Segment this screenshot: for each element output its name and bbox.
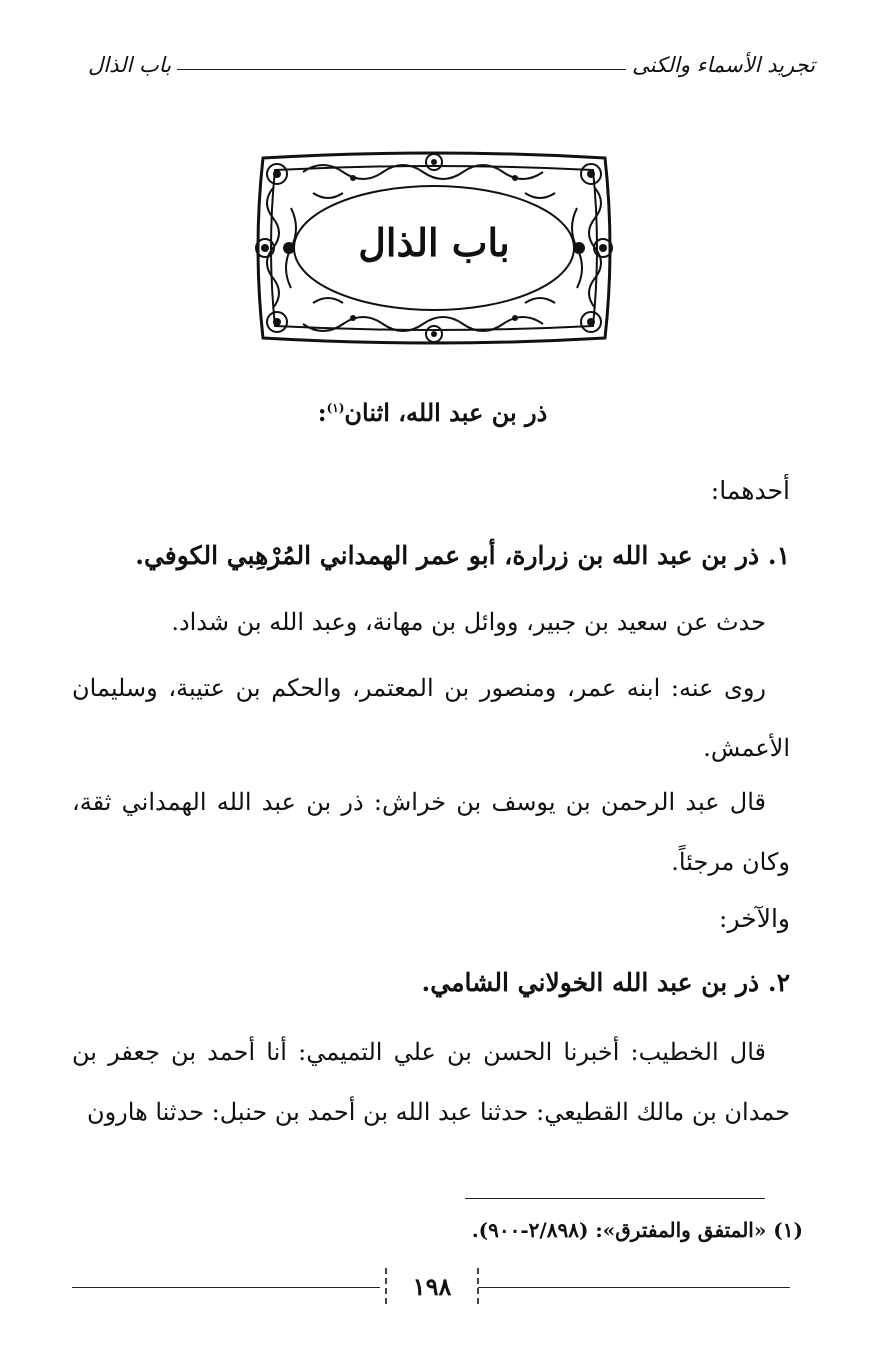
page-number: ١٩٨ — [385, 1268, 479, 1304]
second-label: والآخر: — [719, 904, 790, 933]
entry-heading-suffix: : — [317, 398, 327, 427]
chapter-heading: باب الذال — [358, 220, 510, 265]
chapter-ornament-frame — [243, 148, 625, 348]
running-header-rule — [177, 69, 626, 70]
first-narrated-by: روى عنه: ابنه عمر، ومنصور بن المعتمر، والحكم بن عتيبة، وسليمان الأعمش. — [72, 674, 790, 762]
first-person-heading: ١. ذر بن عبد الله بن زرارة، أبو عمر الهمداني المُرْهِبي الكوفي. — [135, 541, 790, 570]
first-assessment: قال عبد الرحمن بن يوسف بن خراش: ذر بن عبد الله الهمداني ثقة، وكان مرجئاً. — [72, 788, 790, 876]
footer-rule-left — [72, 1287, 380, 1288]
second-person-heading: ٢. ذر بن عبد الله الخولاني الشامي. — [421, 968, 790, 997]
first-label: أحدهما: — [710, 476, 790, 505]
second-isnad: قال الخطيب: أخبرنا الحسن بن علي التميمي: أنا أحمد بن جعفر بن حمدان بن مالك القطيعي: حدثنا عبد الله بن أحمد بن حنبل: حدثنا هارون — [72, 1038, 790, 1126]
footnote-1: (١) «المتفق والمفترق»: (٢/٨٩٨-٩٠٠). — [471, 1218, 803, 1242]
running-header-chapter-title: باب الذال — [88, 53, 172, 77]
entry-heading-text: ذر بن عبد الله، اثنان — [344, 398, 548, 427]
running-header — [88, 48, 815, 82]
footnote-separator — [465, 1198, 765, 1199]
first-narrated-from: حدث عن سعيد بن جبير، ووائل بن مهانة، وعبد الله بن شداد. — [171, 608, 766, 636]
running-header-book-title: تجريد الأسماء والكنى — [632, 53, 815, 77]
footnote-marker: (١) — [326, 401, 345, 415]
entry-heading — [70, 398, 795, 427]
footer-rule-right — [478, 1287, 790, 1288]
